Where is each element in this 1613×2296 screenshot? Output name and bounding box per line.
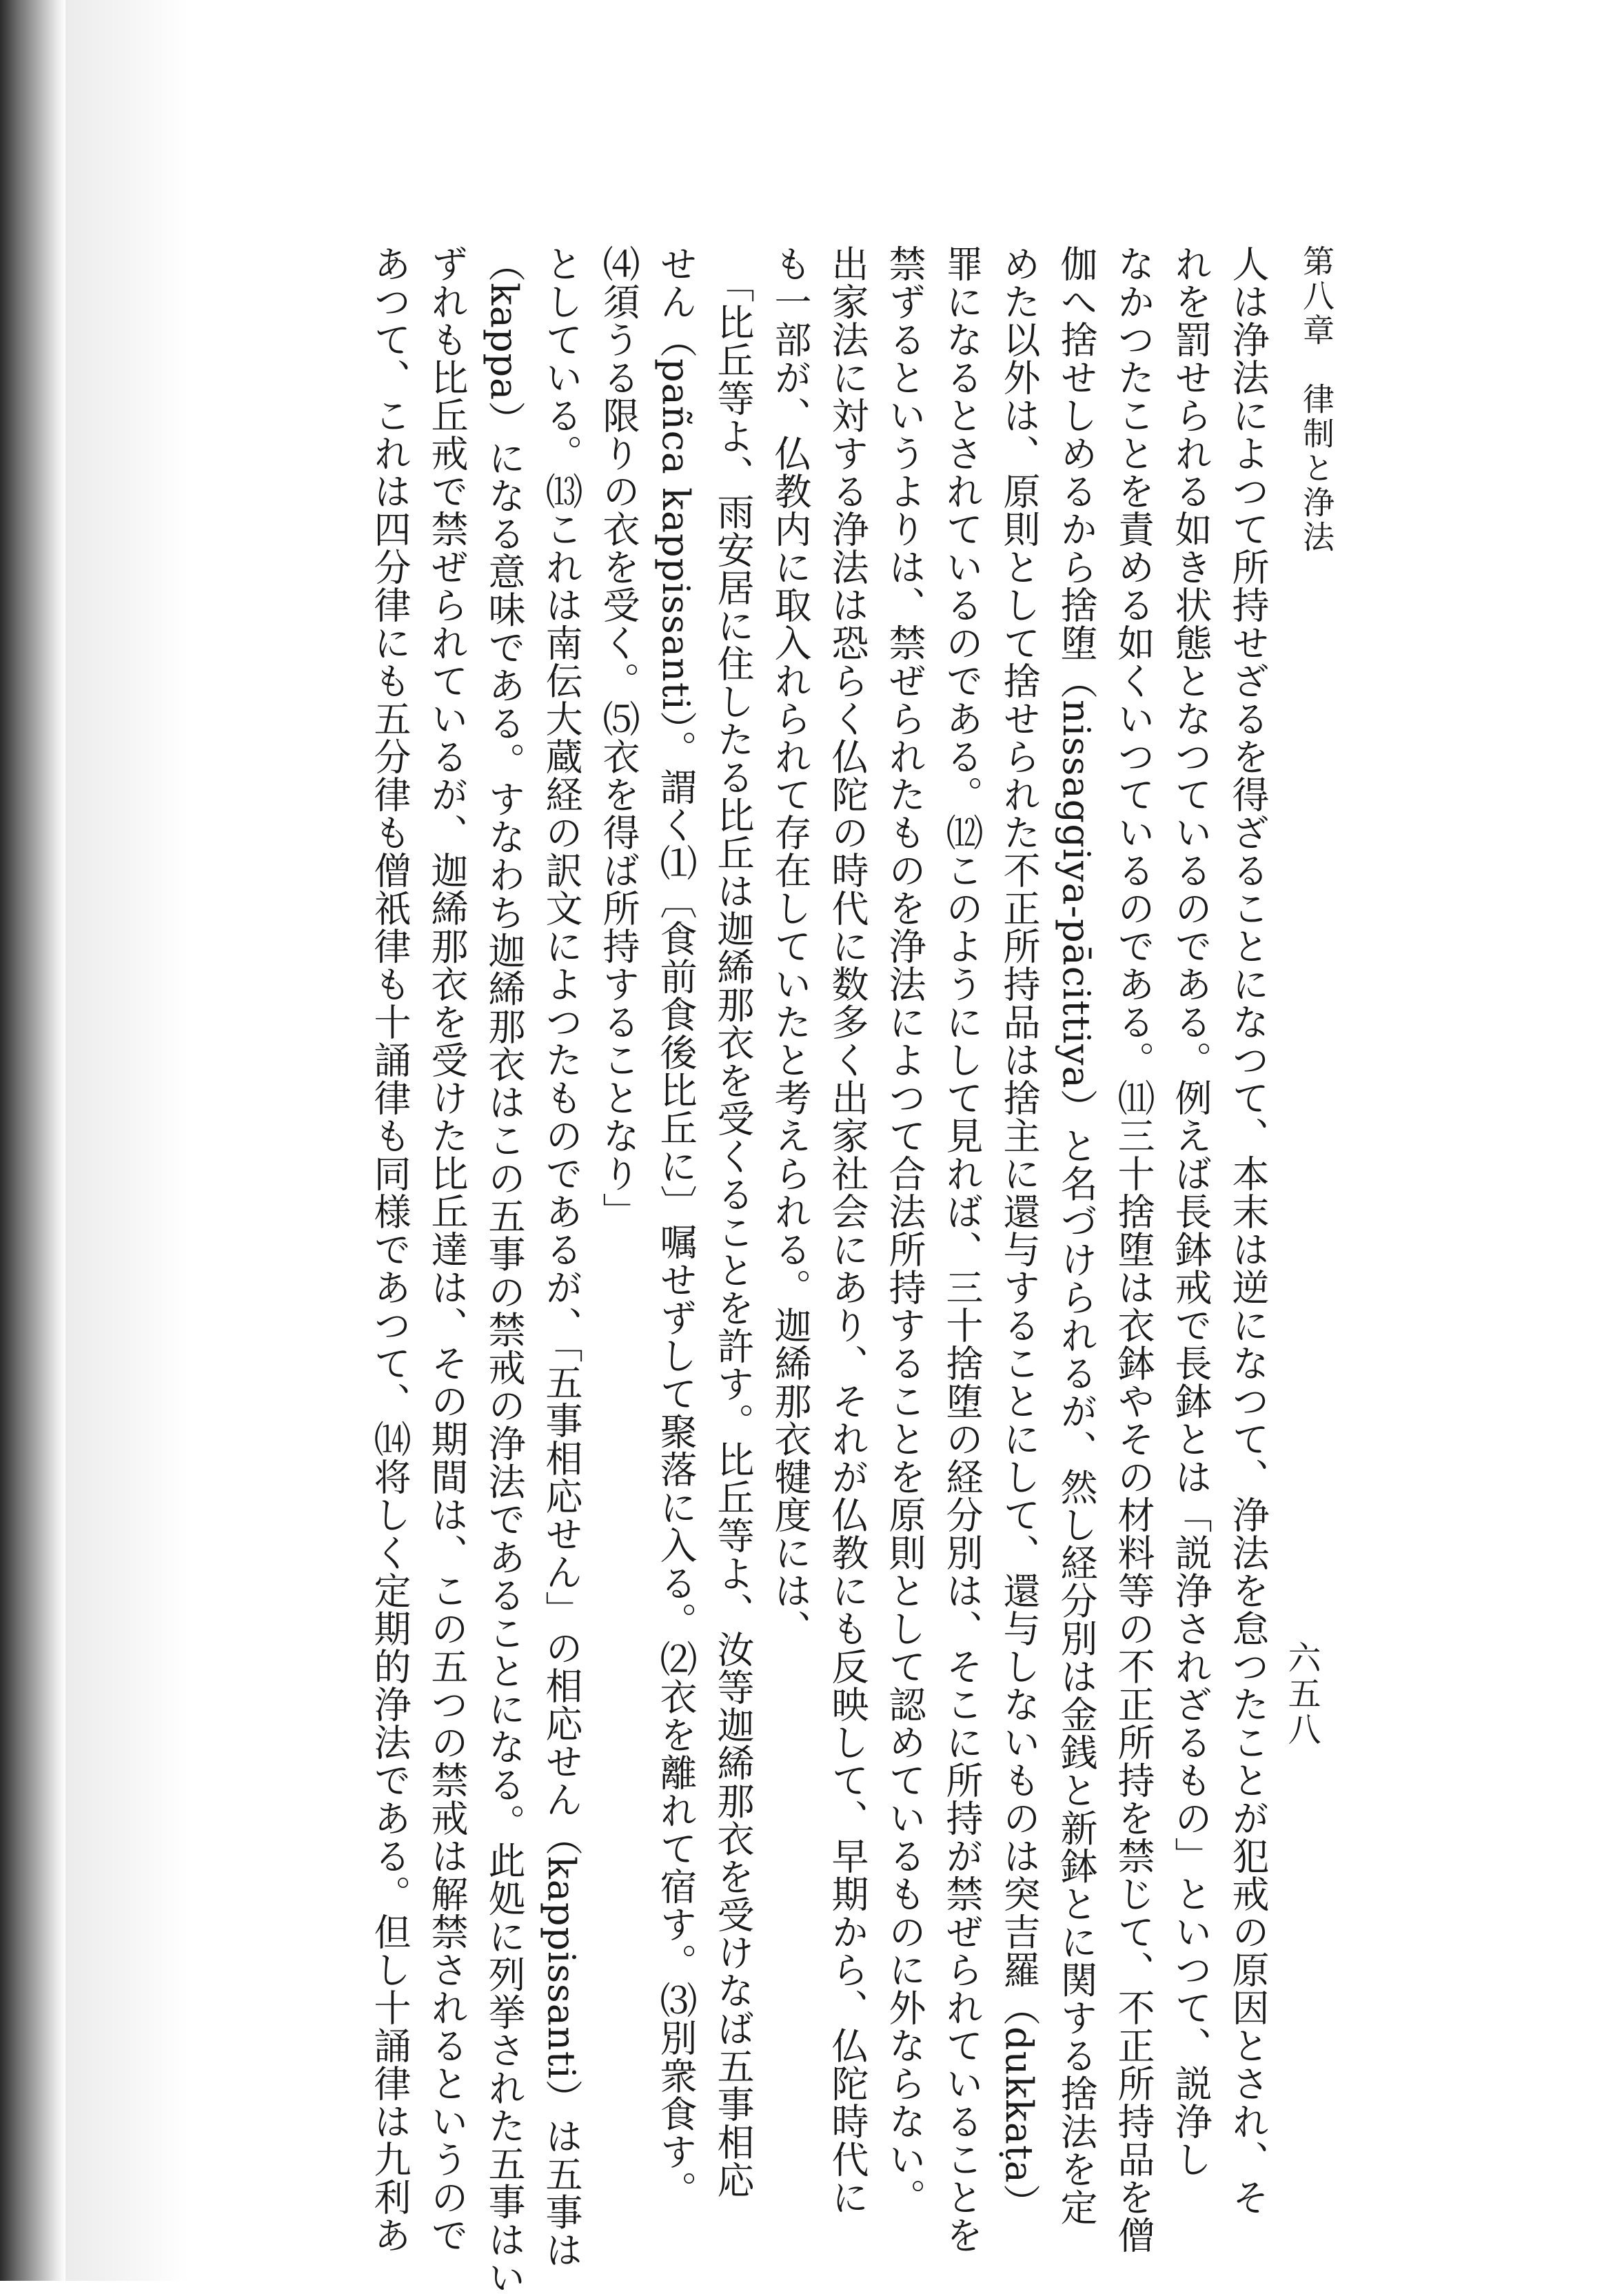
text-column: 罪になるとされているのである。⑿このようにして見れば、三十捨堕の経分別は、そこに所持が禁ぜられていることを bbox=[940, 245, 984, 2254]
text-column: あつて、これは四分律にも五分律も僧祇律も十誦律も同様であつて、⒁将しく定期的浄法である。但し十誦律は九利あ bbox=[368, 245, 412, 2254]
quote-column: ⑷須うる限りの衣を受く。⑸衣を得ば所持することなり」 bbox=[597, 245, 640, 1230]
text-column: 禁ずるというよりは、禁ぜられたものを浄法によつて合法所持することを原則として認めているものに外ならない。 bbox=[883, 245, 926, 2216]
quote-column: 「比丘等よ、雨安居に住したる比丘は迦絺那衣を受くることを許す。比丘等よ、汝等迦絺那衣を受けなば五事相応 bbox=[711, 265, 755, 2199]
text-column: も一部が、仏教内に取入れられて存在していたと考えられる。迦絺那衣犍度には、 bbox=[769, 245, 812, 1647]
text-column: ずれも比丘戒で禁ぜられているが、迦絺那衣を受けた比丘達は、その期間は、この五つの禁戒は解禁されるというので bbox=[425, 245, 469, 2254]
running-title: 第八章 律制と浄法 bbox=[1298, 245, 1335, 555]
scan-shadow-edge bbox=[0, 0, 65, 2281]
text-column: なかつたことを責める如くいつているのである。⑾三十捨堕は衣鉢やその材料等の不正所持を禁じて、不正所持品を僧 bbox=[1112, 245, 1155, 2254]
body-text bbox=[160, 245, 1277, 2296]
quote-column: せん（pañca kappissanti）。謂く⑴〔食前食後比丘に〕嘱せずして聚落に入る。⑵衣を離れて宿す。⑶別衆食す。 bbox=[654, 245, 698, 2208]
text-column: めた以外は、原則として捨せられた不正所持品は捨主に還与することにして、還与しないものは突吉羅（dukkaṭa） bbox=[997, 245, 1041, 2222]
text-column: 出家法に対する浄法は恐らく仏陀の時代に数多く出家社会にあり、それが仏教にも反映して、早期から、仏陀時代に bbox=[826, 245, 869, 2216]
page-number: 六五八 bbox=[1282, 1640, 1321, 1748]
text-column: （kappa）になる意味である。すなわち迦絺那衣はこの五事の禁戒の浄法であることになる。此処に列挙された五事はい bbox=[483, 245, 526, 2296]
text-column: れを罰せられる如き状態となつているのである。例えば長鉢戒で長鉢とは「説浄されざるもの」といつて、説浄し bbox=[1169, 245, 1213, 2178]
text-column: 伽へ捨せしめるから捨堕（nissaggiya-pācittiya）と名づけられるが、然し経分別は金銭と新鉢とに関する捨法を定 bbox=[1055, 245, 1098, 2226]
text-column: としている。⒀これは南伝大蔵経の訳文によつたものであるが、「五事相応せん」の相応せん（kappissanti）は五事は bbox=[540, 245, 583, 2269]
text-column: 人は浄法によつて所持せざるを得ざることになつて、本末は逆になつて、浄法を怠つたことが犯戒の原因とされ、そ bbox=[1226, 245, 1270, 2216]
